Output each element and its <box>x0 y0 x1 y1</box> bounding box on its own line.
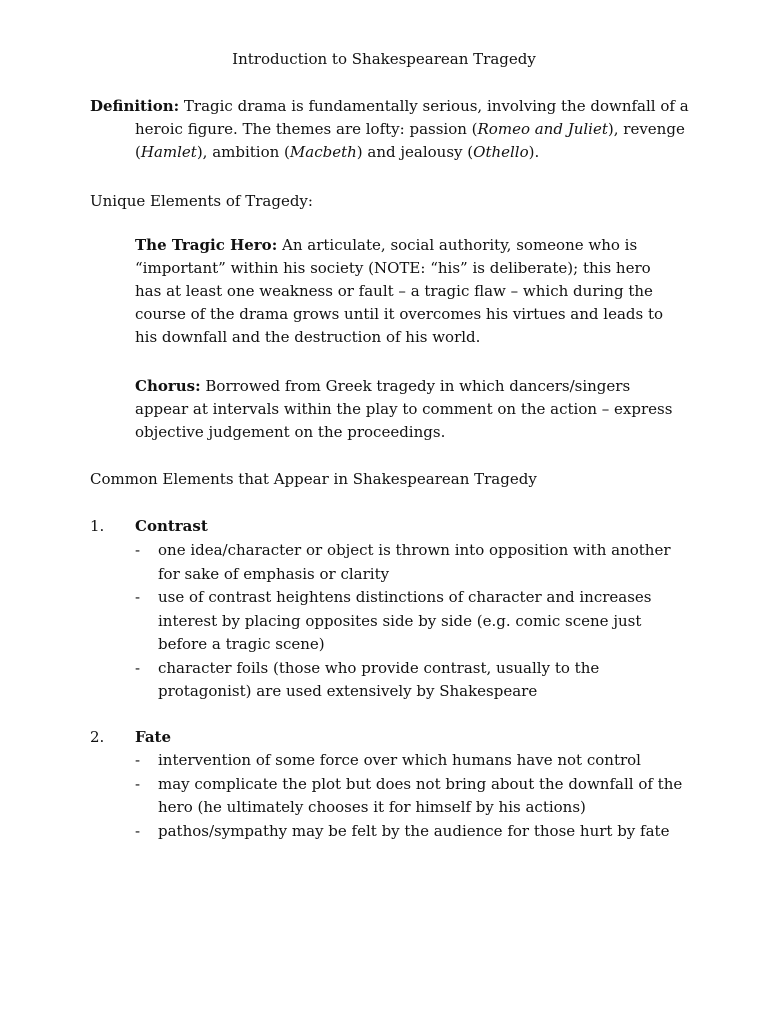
section-title-contrast: Contrast <box>135 517 208 535</box>
bullet-text: one idea/character or object is thrown into opposition with another for sake of emphasis or clarity <box>158 541 671 583</box>
dash-marker: - <box>135 541 141 559</box>
definition-text-3: ), ambition ( <box>196 143 290 161</box>
example-macbeth: Macbeth <box>289 143 357 161</box>
dash-marker: - <box>135 751 141 769</box>
document-title: Introduction to Shakespearean Tragedy <box>232 50 536 68</box>
chorus-text: Borrowed from Greek tragedy in which dancers/singers appear at intervals within the play to comment on the action – express objective judgement on the proceedings. <box>135 377 673 441</box>
section-number: 2. <box>90 728 105 746</box>
example-romeo-juliet: Romeo and Juliet <box>477 120 608 138</box>
definition-text-4: ) and jealousy ( <box>356 143 474 161</box>
dash-marker: - <box>135 821 141 840</box>
section-number: 1. <box>90 517 105 535</box>
list-item <box>135 657 695 704</box>
example-othello: Othello <box>473 143 529 161</box>
list-item <box>135 820 695 844</box>
list-item <box>135 539 695 586</box>
definition-label: Definition: <box>90 97 180 115</box>
contrast-bullet-list <box>135 539 695 704</box>
tragic-hero-text: An articulate, social authority, someone who is “important” within his society (NOTE: “his” is deliberate); this hero has at least one weakness or fault – a tragic flaw – which during the course of the drama grows until it overcomes his virtues and leads to his downfall and the destruction of his world. <box>135 236 664 346</box>
fate-bullet-list <box>135 749 695 843</box>
definition-text-2: ), revenge ( <box>135 120 685 161</box>
bullet-text: character foils (those who provide contrast, usually to the protagonist) are used extensively by Shakespeare <box>158 658 600 700</box>
bullet-text: use of contrast heightens distinctions of character and increases interest by placing opposites side by side (e.g. comic scene just before a tragic scene) <box>158 588 652 653</box>
definition-text-1: Tragic drama is fundamentally serious, involving the downfall of a heroic figure. The themes are lofty: passion ( <box>135 97 689 138</box>
tragic-hero-label: The Tragic Hero: <box>135 236 278 254</box>
definition-text-5: ). <box>528 143 540 161</box>
example-hamlet: Hamlet <box>140 143 197 161</box>
dash-marker: - <box>135 588 141 606</box>
common-elements-heading: Common Elements that Appear in Shakespearean Tragedy <box>90 470 537 488</box>
bullet-text: intervention of some force over which humans have not control <box>158 751 641 769</box>
bullet-text: may complicate the plot but does not bring about the downfall of the hero (he ultimately chooses it for himself by his actions) <box>158 774 683 816</box>
chorus-paragraph <box>135 375 680 444</box>
definition-paragraph <box>90 95 725 164</box>
section-title-fate: Fate <box>135 728 172 746</box>
dash-marker: - <box>135 774 141 793</box>
list-item <box>135 586 695 657</box>
bullet-text: pathos/sympathy may be felt by the audience for those hurt by fate <box>158 821 670 840</box>
list-item <box>135 773 695 820</box>
chorus-label: Chorus: <box>135 377 201 395</box>
list-item <box>135 749 695 773</box>
unique-elements-heading: Unique Elements of Tragedy: <box>90 192 313 210</box>
dash-marker: - <box>135 658 141 677</box>
tragic-hero-paragraph <box>135 234 680 349</box>
